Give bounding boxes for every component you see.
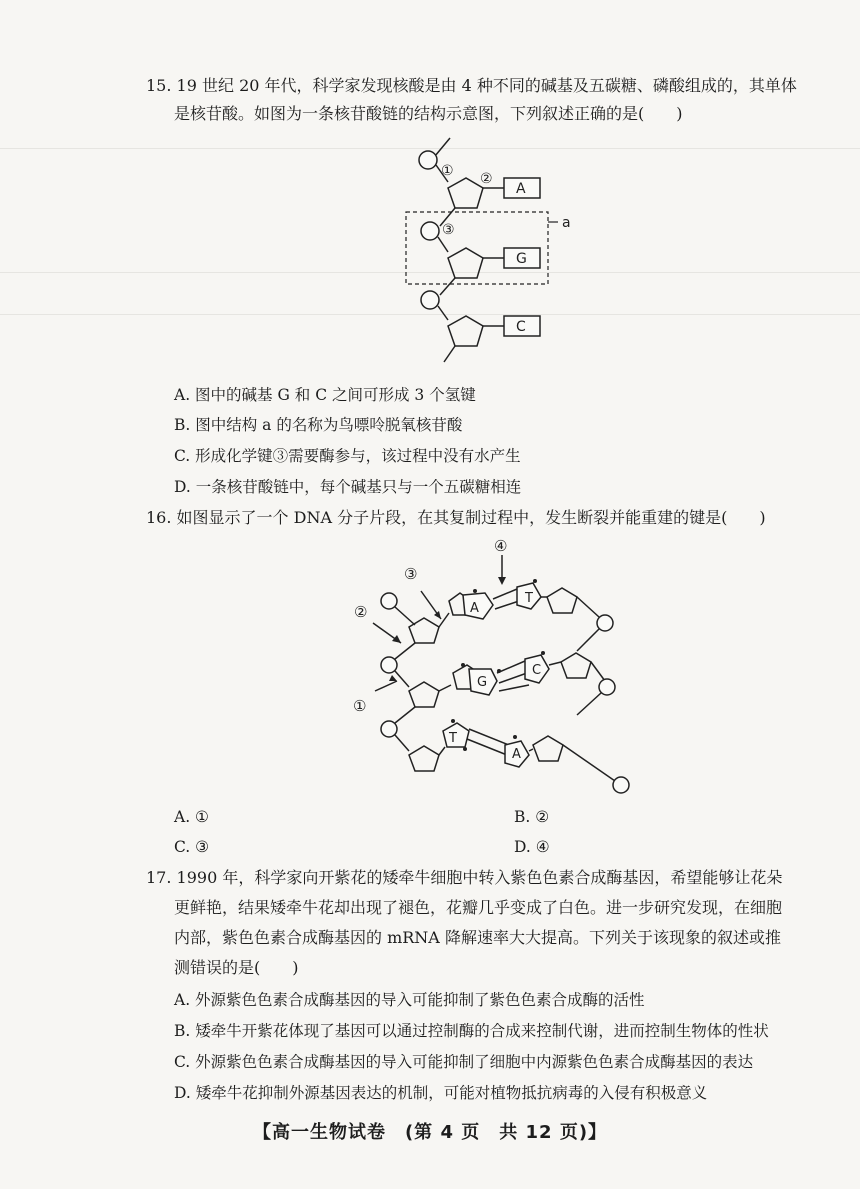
- q16-option-b[interactable]: B. ②: [514, 808, 550, 826]
- q16-option-a[interactable]: A. ①: [174, 808, 209, 826]
- q17-option-c[interactable]: C. 外源紫色色素合成酶基因的导入可能抑制了细胞中内源紫色色素合成酶基因的表达: [174, 1053, 754, 1071]
- base-label-G: G: [477, 675, 488, 690]
- q15-stem-line2: 是核苷酸。如图为一条核苷酸链的结构示意图，下列叙述正确的是( ): [174, 104, 683, 123]
- q15-option-c[interactable]: C. 形成化学键③需要酶参与，该过程中没有水产生: [174, 447, 521, 465]
- pentose-sugar: [448, 316, 483, 346]
- q16-stem: 16. 如图显示了一个 DNA 分子片段，在其复制过程中，发生断裂并能重建的键是( ): [146, 508, 766, 527]
- marker-2: ②: [354, 603, 368, 621]
- pentose-sugar: [533, 736, 563, 761]
- q16-option-c[interactable]: C. ③: [174, 838, 210, 856]
- q15-stem-line1: 15. 19 世纪 20 年代，科学家发现核酸是由 4 种不同的碱基及五碳糖、磷酸组成的，其单体: [146, 76, 797, 95]
- q17-option-d[interactable]: D. 矮牵牛花抑制外源基因表达的机制，可能对植物抵抗病毒的入侵有积极意义: [174, 1084, 708, 1102]
- phosphate-circle: [421, 291, 439, 309]
- base-label-C: C: [532, 663, 542, 678]
- base-label-T-top: T: [525, 591, 533, 606]
- pentose-sugar: [547, 588, 577, 613]
- arrow-1: [375, 681, 397, 691]
- pentose-sugar: [561, 653, 591, 678]
- marker-4: ④: [494, 537, 508, 555]
- base-label-A: A: [516, 181, 526, 197]
- q15-nucleotide-chain-figure: [400, 130, 600, 370]
- q17-option-a[interactable]: A. 外源紫色色素合成酶基因的导入可能抑制了紫色色素合成酶的活性: [174, 991, 645, 1009]
- q17-stem-line3: 内部，紫色色素合成酶基因的 mRNA 降解速率大大提高。下列关于该现象的叙述或推: [174, 928, 781, 947]
- pentose-sugar: [409, 682, 439, 707]
- pentose-sugar: [409, 746, 439, 771]
- marker-3: ③: [404, 565, 418, 583]
- q15-option-a[interactable]: A. 图中的碱基 G 和 C 之间可形成 3 个氢键: [174, 386, 476, 404]
- page-footer: 【高一生物试卷 (第 4 页 共 12 页)】: [252, 1122, 608, 1143]
- q17-stem-line2: 更鲜艳，结果矮牵牛花却出现了褪色，花瓣几乎变成了白色。进一步研究发现，在细胞: [174, 898, 783, 917]
- bond-label-2: ②: [480, 171, 493, 187]
- base-label-A-bottom: A: [512, 747, 521, 762]
- bond-label-1: ①: [441, 163, 454, 179]
- phosphate-circle: [421, 222, 439, 240]
- q17-option-b[interactable]: B. 矮牵牛开紫花体现了基因可以通过控制酶的合成来控制代谢，进而控制生物体的性状: [174, 1022, 769, 1040]
- q16-dna-fragment-figure: [345, 535, 645, 800]
- q15-option-b[interactable]: B. 图中结构 a 的名称为鸟嘌呤脱氧核苷酸: [174, 416, 463, 434]
- pentose-sugar: [409, 618, 439, 643]
- q15-option-d[interactable]: D. 一条核苷酸链中，每个碱基只与一个五碳糖相连: [174, 478, 522, 496]
- pentose-sugar: [448, 248, 483, 278]
- q16-option-d[interactable]: D. ④: [514, 838, 550, 856]
- pentose-sugar: [448, 178, 483, 208]
- q17-stem-line1: 17. 1990 年，科学家向开紫花的矮牵牛细胞中转入紫色色素合成酶基因，希望能够让花朵: [146, 868, 783, 887]
- base-label-A-top: A: [470, 601, 479, 616]
- bond-label-3: ③: [442, 222, 455, 238]
- structure-a-label: a: [562, 215, 571, 231]
- q17-stem-line4: 测错误的是( ): [174, 958, 299, 977]
- phosphate-circle: [419, 151, 437, 169]
- marker-1: ①: [353, 697, 367, 715]
- base-label-C: C: [516, 319, 526, 335]
- base-label-T-bottom: T: [449, 731, 457, 746]
- base-label-G: G: [516, 251, 527, 267]
